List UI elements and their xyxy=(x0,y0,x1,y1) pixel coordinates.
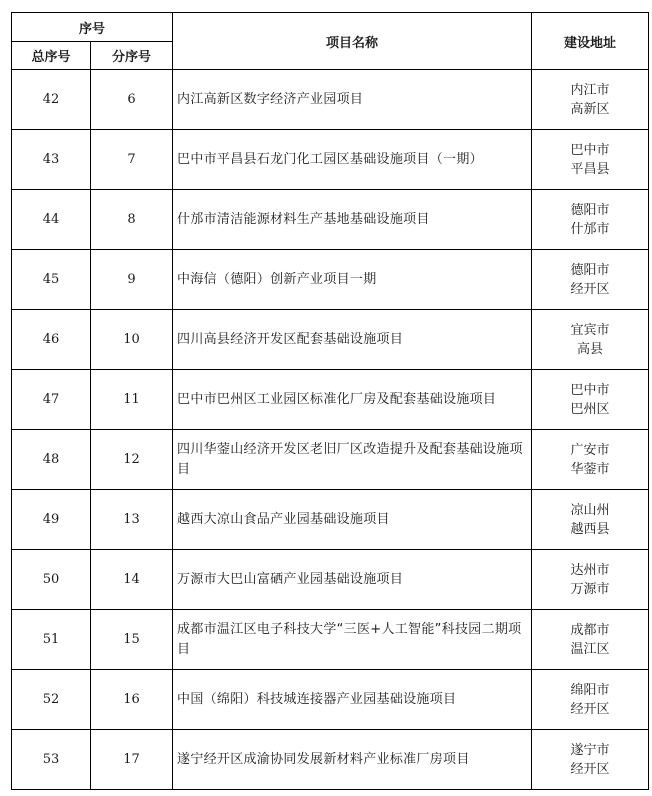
sub-seq-cell: 17 xyxy=(91,730,173,790)
sub-seq-cell: 11 xyxy=(91,370,173,430)
sub-seq-cell: 13 xyxy=(91,490,173,550)
total-seq-cell: 46 xyxy=(12,310,91,370)
location-district: 什邡市 xyxy=(570,221,610,237)
location-district: 越西县 xyxy=(570,521,610,537)
project-name-cell: 巴中市平昌县石龙门化工园区基础设施项目（一期） xyxy=(173,130,532,190)
sub-seq-cell: 10 xyxy=(91,310,173,370)
table-row xyxy=(12,70,649,130)
sub-seq-cell: 12 xyxy=(91,430,173,490)
project-name-cell: 中国（绵阳）科技城连接器产业园基础设施项目 xyxy=(173,670,532,730)
location-cell xyxy=(532,670,649,730)
sub-seq-cell: 8 xyxy=(91,190,173,250)
table-row xyxy=(12,610,649,670)
total-seq-cell: 52 xyxy=(12,670,91,730)
sub-seq-cell: 9 xyxy=(91,250,173,310)
location-cell xyxy=(532,370,649,430)
total-seq-cell: 47 xyxy=(12,370,91,430)
location-district: 巴州区 xyxy=(570,401,610,417)
location-district: 温江区 xyxy=(570,641,610,657)
location-district: 经开区 xyxy=(570,701,610,717)
location-cell xyxy=(532,310,649,370)
header-location: 建设地址 xyxy=(532,13,649,70)
sub-seq-cell: 16 xyxy=(91,670,173,730)
table-row xyxy=(12,250,649,310)
table-body xyxy=(12,70,649,790)
location-city: 达州市 xyxy=(570,562,610,578)
location-city: 巴中市 xyxy=(570,142,610,158)
location-district: 华蓥市 xyxy=(570,461,610,477)
project-table-container xyxy=(11,12,649,790)
header-seq-group: 序号 xyxy=(12,13,173,42)
location-city: 成都市 xyxy=(570,622,610,638)
table-row xyxy=(12,430,649,490)
location-city: 凉山州 xyxy=(570,502,610,518)
project-name-cell: 四川高县经济开发区配套基础设施项目 xyxy=(173,310,532,370)
location-city: 巴中市 xyxy=(570,382,610,398)
total-seq-cell: 51 xyxy=(12,610,91,670)
header-total-seq: 总序号 xyxy=(12,42,91,70)
location-district: 高县 xyxy=(577,341,604,357)
location-district: 平昌县 xyxy=(570,161,610,177)
total-seq-cell: 48 xyxy=(12,430,91,490)
project-name-cell: 四川华蓥山经济开发区老旧厂区改造提升及配套基础设施项目 xyxy=(173,430,532,490)
location-cell xyxy=(532,490,649,550)
project-name-cell: 什邡市清洁能源材料生产基地基础设施项目 xyxy=(173,190,532,250)
location-city: 内江市 xyxy=(570,82,610,98)
location-district: 高新区 xyxy=(570,101,610,117)
table-row xyxy=(12,670,649,730)
location-city: 德阳市 xyxy=(570,202,610,218)
project-table xyxy=(11,12,649,790)
header-sub-seq: 分序号 xyxy=(91,42,173,70)
sub-seq-cell: 6 xyxy=(91,70,173,130)
total-seq-cell: 43 xyxy=(12,130,91,190)
total-seq-cell: 45 xyxy=(12,250,91,310)
location-cell xyxy=(532,250,649,310)
location-cell xyxy=(532,550,649,610)
location-city: 宜宾市 xyxy=(570,322,610,338)
project-name-cell: 成都市温江区电子科技大学“三医+人工智能”科技园二期项目 xyxy=(173,610,532,670)
project-name-cell: 越西大凉山食品产业园基础设施项目 xyxy=(173,490,532,550)
project-name-cell: 中海信（德阳）创新产业项目一期 xyxy=(173,250,532,310)
location-city: 绵阳市 xyxy=(570,682,610,698)
location-cell xyxy=(532,190,649,250)
location-city: 广安市 xyxy=(570,442,610,458)
table-row xyxy=(12,310,649,370)
table-row xyxy=(12,190,649,250)
total-seq-cell: 49 xyxy=(12,490,91,550)
table-row xyxy=(12,370,649,430)
location-cell xyxy=(532,70,649,130)
location-cell xyxy=(532,130,649,190)
table-row xyxy=(12,490,649,550)
total-seq-cell: 42 xyxy=(12,70,91,130)
header-project-name: 项目名称 xyxy=(173,13,532,70)
total-seq-cell: 53 xyxy=(12,730,91,790)
location-city: 德阳市 xyxy=(570,262,610,278)
table-row xyxy=(12,550,649,610)
sub-seq-cell: 14 xyxy=(91,550,173,610)
location-district: 经开区 xyxy=(570,761,610,777)
project-name-cell: 巴中市巴州区工业园区标准化厂房及配套基础设施项目 xyxy=(173,370,532,430)
sub-seq-cell: 7 xyxy=(91,130,173,190)
project-name-cell: 遂宁经开区成渝协同发展新材料产业标准厂房项目 xyxy=(173,730,532,790)
project-name-cell: 内江高新区数字经济产业园项目 xyxy=(173,70,532,130)
header-row-1 xyxy=(12,13,649,42)
table-row xyxy=(12,130,649,190)
location-cell xyxy=(532,430,649,490)
location-city: 遂宁市 xyxy=(570,742,610,758)
location-cell xyxy=(532,730,649,790)
total-seq-cell: 44 xyxy=(12,190,91,250)
total-seq-cell: 50 xyxy=(12,550,91,610)
location-cell xyxy=(532,610,649,670)
location-district: 经开区 xyxy=(570,281,610,297)
table-row xyxy=(12,730,649,790)
sub-seq-cell: 15 xyxy=(91,610,173,670)
project-name-cell: 万源市大巴山富硒产业园基础设施项目 xyxy=(173,550,532,610)
location-district: 万源市 xyxy=(570,581,610,597)
